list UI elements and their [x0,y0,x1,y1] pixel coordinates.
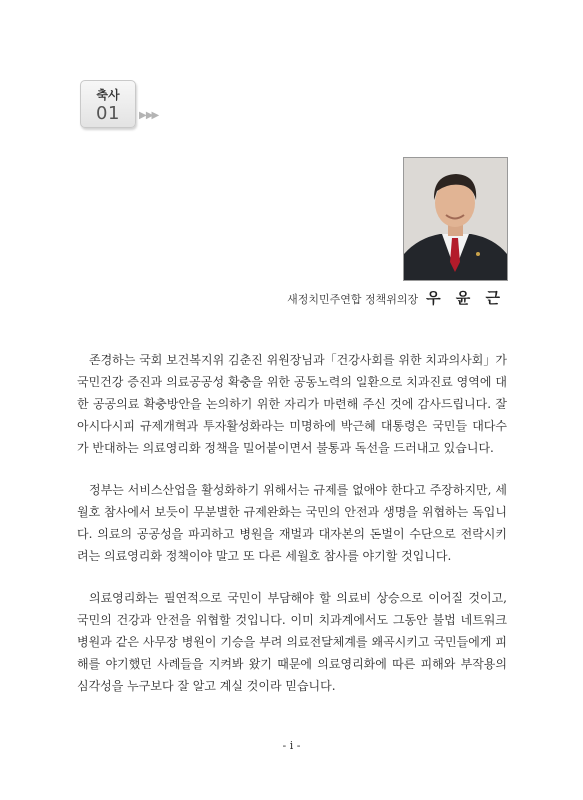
author-portrait [403,157,508,281]
author-role: 새정치민주연합 정책위의장 [287,293,419,306]
portrait-image [404,158,507,280]
page-number: - i - [282,739,301,752]
author-name: 우 윤 근 [426,289,505,307]
paragraph: 존경하는 국회 보건복지위 김춘진 위원장님과「건강사회를 위한 치과의사회」가 국민건강 증진과 의료공공성 확충을 위한 공동노력의 일환으로 치과진료 영역에 대한 공공의료 확충방안을 논의하기 위한 자리가 마련해 주신 것에 감사드립니다. 잘 아시다시피 규제개혁과 투자활성화라는 미명하에 박근혜 대통령은 국민들 대다수가 반대하는 의료영리화 정책을 밀어붙이면서 불통과 독선을 드러내고 있습니다. [77,353,507,455]
body-text [77,349,507,717]
arrow-icons: ▶ ▶▶ [139,110,158,121]
paragraph: 정부는 서비스산업을 활성화하기 위해서는 규제를 없애야 한다고 주장하지만, 세월호 참사에서 보듯이 무분별한 규제완화는 국민의 안전과 생명을 위협하는 독입니다. 의료의 공공성을 파괴하고 병원을 재벌과 대자본의 돈벌이 수단으로 전락시키려는 의료영리화 정책이야 말고 또 다른 세월호 참사를 야기할 것입니다. [77,483,507,563]
author-caption [287,287,505,308]
paragraph: 의료영리화는 필연적으로 국민이 부담해야 할 의료비 상승으로 이어질 것이고, 국민의 건강과 안전을 위협할 것입니다. 이미 치과계에서도 그동안 불법 네트워크 병원과 같은 사무장 병원이 기승을 부려 의료전달체계를 왜곡시키고 국민들에게 피해를 야기했던 사례들을 지켜봐 왔기 때문에 의료영리화에 따른 피해와 부작용의 심각성을 누구보다 잘 알고 계실 것이라 믿습니다. [77,591,507,693]
badge-number: 01 [96,103,120,124]
section-badge [80,80,136,128]
badge-title: 축사 [96,88,120,102]
